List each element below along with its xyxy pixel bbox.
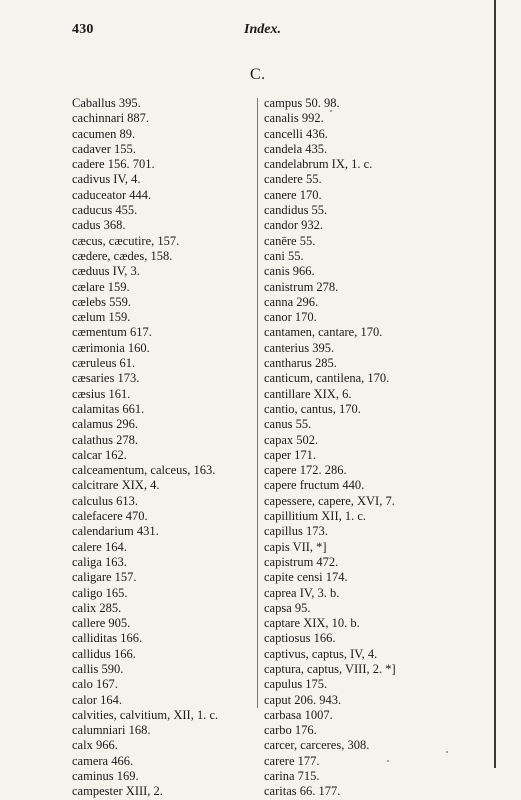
index-entry: campester XIII, 2.	[72, 784, 163, 799]
index-entry: canticum, cantilena, 170.	[264, 371, 390, 386]
index-entry: canere 170.	[264, 187, 322, 202]
index-entry: calo 167.	[72, 677, 118, 692]
index-entry: cæduus IV, 3.	[72, 264, 140, 279]
index-entry: calumniari 168.	[72, 723, 151, 738]
index-entry: Caballus 395.	[72, 96, 141, 110]
index-entry: canor 170.	[264, 310, 317, 325]
index-entry: canēre 55.	[264, 233, 316, 248]
index-entry: calcar 162.	[72, 447, 127, 462]
index-entry: candela 435.	[264, 141, 328, 156]
index-entry: capillus 173.	[264, 524, 328, 539]
index-entry: capistrum 472.	[264, 554, 339, 569]
page-number: 430	[72, 22, 94, 37]
index-entry: captura, captus, VIII, 2. *]	[264, 661, 396, 676]
running-title: Index.	[244, 22, 281, 37]
index-entry: capillitium XII, 1. c.	[264, 509, 367, 524]
index-entry: cæsius 161.	[72, 386, 131, 401]
index-entry: canna 296.	[264, 294, 319, 309]
index-entry: capulus 175.	[264, 677, 328, 692]
index-entry: carbo 176.	[264, 723, 317, 738]
index-entry: cælebs 559.	[72, 294, 132, 309]
index-entry: calere 164.	[72, 539, 127, 554]
index-entry: calathus 278.	[72, 432, 138, 447]
index-entry: cadaver 155.	[72, 141, 136, 156]
index-entry: cadus 368.	[72, 218, 126, 233]
index-entry: canalis 992.	[264, 111, 324, 126]
index-entry: calor 164.	[72, 692, 122, 707]
index-entry: cærimonia 160.	[72, 340, 150, 355]
index-entry: caducus 455.	[72, 203, 138, 218]
column-divider	[257, 98, 258, 708]
index-entry: caprea IV, 3. b.	[264, 585, 340, 600]
index-entry: calliditas 166.	[72, 631, 143, 646]
index-entry: cadivus IV, 4.	[72, 172, 141, 187]
index-entry: caminus 169.	[72, 769, 139, 784]
page-edge-line	[494, 0, 496, 768]
index-entry: captare XIX, 10. b.	[264, 616, 360, 631]
page-header	[72, 22, 482, 42]
index-entry: callis 590.	[72, 661, 124, 676]
index-entry: cancelli 436.	[264, 126, 328, 141]
index-entry: candidus 55.	[264, 203, 328, 218]
index-entry: cantio, cantus, 170.	[264, 401, 361, 416]
index-entry: cæruleus 61.	[72, 356, 136, 371]
index-entry: cantharus 285.	[264, 356, 337, 371]
index-entry: capessere, capere, XVI, 7.	[264, 493, 395, 508]
print-speck	[446, 751, 448, 753]
index-entry: caligare 157.	[72, 570, 137, 585]
index-entry: cacumen 89.	[72, 126, 136, 141]
index-entry: cæmentum 617.	[72, 325, 152, 340]
index-entry: calendarium 431.	[72, 524, 159, 539]
index-entry: candere 55.	[264, 172, 322, 187]
index-entry: caduceator 444.	[72, 187, 152, 202]
index-entry: canterius 395.	[264, 340, 335, 355]
index-entry: calculus 613.	[72, 493, 138, 508]
index-entry: callidus 166.	[72, 646, 136, 661]
index-entry: capax 502.	[264, 432, 319, 447]
index-entry: capere fructum 440.	[264, 478, 365, 493]
print-speck	[387, 760, 389, 762]
index-entry: calamitas 661.	[72, 401, 145, 416]
index-entry: cælum 159.	[72, 310, 131, 325]
index-entry: cani 55.	[264, 248, 304, 263]
print-speck	[330, 110, 332, 112]
index-entry: calceamentum, calceus, 163.	[72, 463, 216, 478]
index-entry: caritas 66. 177.	[264, 784, 341, 799]
index-entry: callere 905.	[72, 616, 131, 631]
index-column-left	[72, 96, 218, 800]
index-entry: caliga 163.	[72, 554, 127, 569]
index-entry: caput 206. 943.	[264, 692, 342, 707]
index-entry: cantillare XIX, 6.	[264, 386, 352, 401]
index-entry: camera 466.	[72, 753, 134, 768]
index-entry: caper 171.	[264, 447, 317, 462]
index-entry: candor 932.	[264, 218, 324, 233]
index-entry: cælare 159.	[72, 279, 130, 294]
index-entry: carina 715.	[264, 769, 320, 784]
index-entry: carere 177.	[264, 753, 320, 768]
index-entry: cæcus, cæcutire, 157.	[72, 233, 180, 248]
index-entry: caligo 165.	[72, 585, 128, 600]
index-entry: captiosus 166.	[264, 631, 336, 646]
index-entry: carcer, carceres, 308.	[264, 738, 370, 753]
section-letter: C.	[250, 66, 266, 83]
index-entry: cachinnari 887.	[72, 111, 150, 126]
index-entry: canis 966.	[264, 264, 315, 279]
index-entry: calcitrare XIX, 4.	[72, 478, 160, 493]
index-entry: calamus 296.	[72, 417, 138, 432]
index-entry: capsa 95.	[264, 600, 311, 615]
index-entry: calix 285.	[72, 600, 122, 615]
index-entry: carbasa 1007.	[264, 707, 333, 722]
index-entry: captivus, captus, IV, 4.	[264, 646, 378, 661]
index-entry: cæsaries 173.	[72, 371, 140, 386]
index-entry: canus 55.	[264, 417, 312, 432]
index-entry: capis VII, *]	[264, 539, 327, 554]
index-entry: canistrum 278.	[264, 279, 339, 294]
index-column-right	[264, 96, 396, 800]
index-entry: capite censi 174.	[264, 570, 348, 585]
index-entry: capere 172. 286.	[264, 463, 347, 478]
index-entry: cædere, cædes, 158.	[72, 248, 173, 263]
index-entry: cantamen, cantare, 170.	[264, 325, 383, 340]
index-entry: cadere 156. 701.	[72, 157, 155, 172]
index-entry: candelabrum IX, 1. c.	[264, 157, 373, 172]
index-entry: calefacere 470.	[72, 509, 148, 524]
index-entry: campus 50. 98.	[264, 96, 340, 110]
index-entry: calx 966.	[72, 738, 118, 753]
index-entry: calvities, calvitium, XII, 1. c.	[72, 707, 219, 722]
